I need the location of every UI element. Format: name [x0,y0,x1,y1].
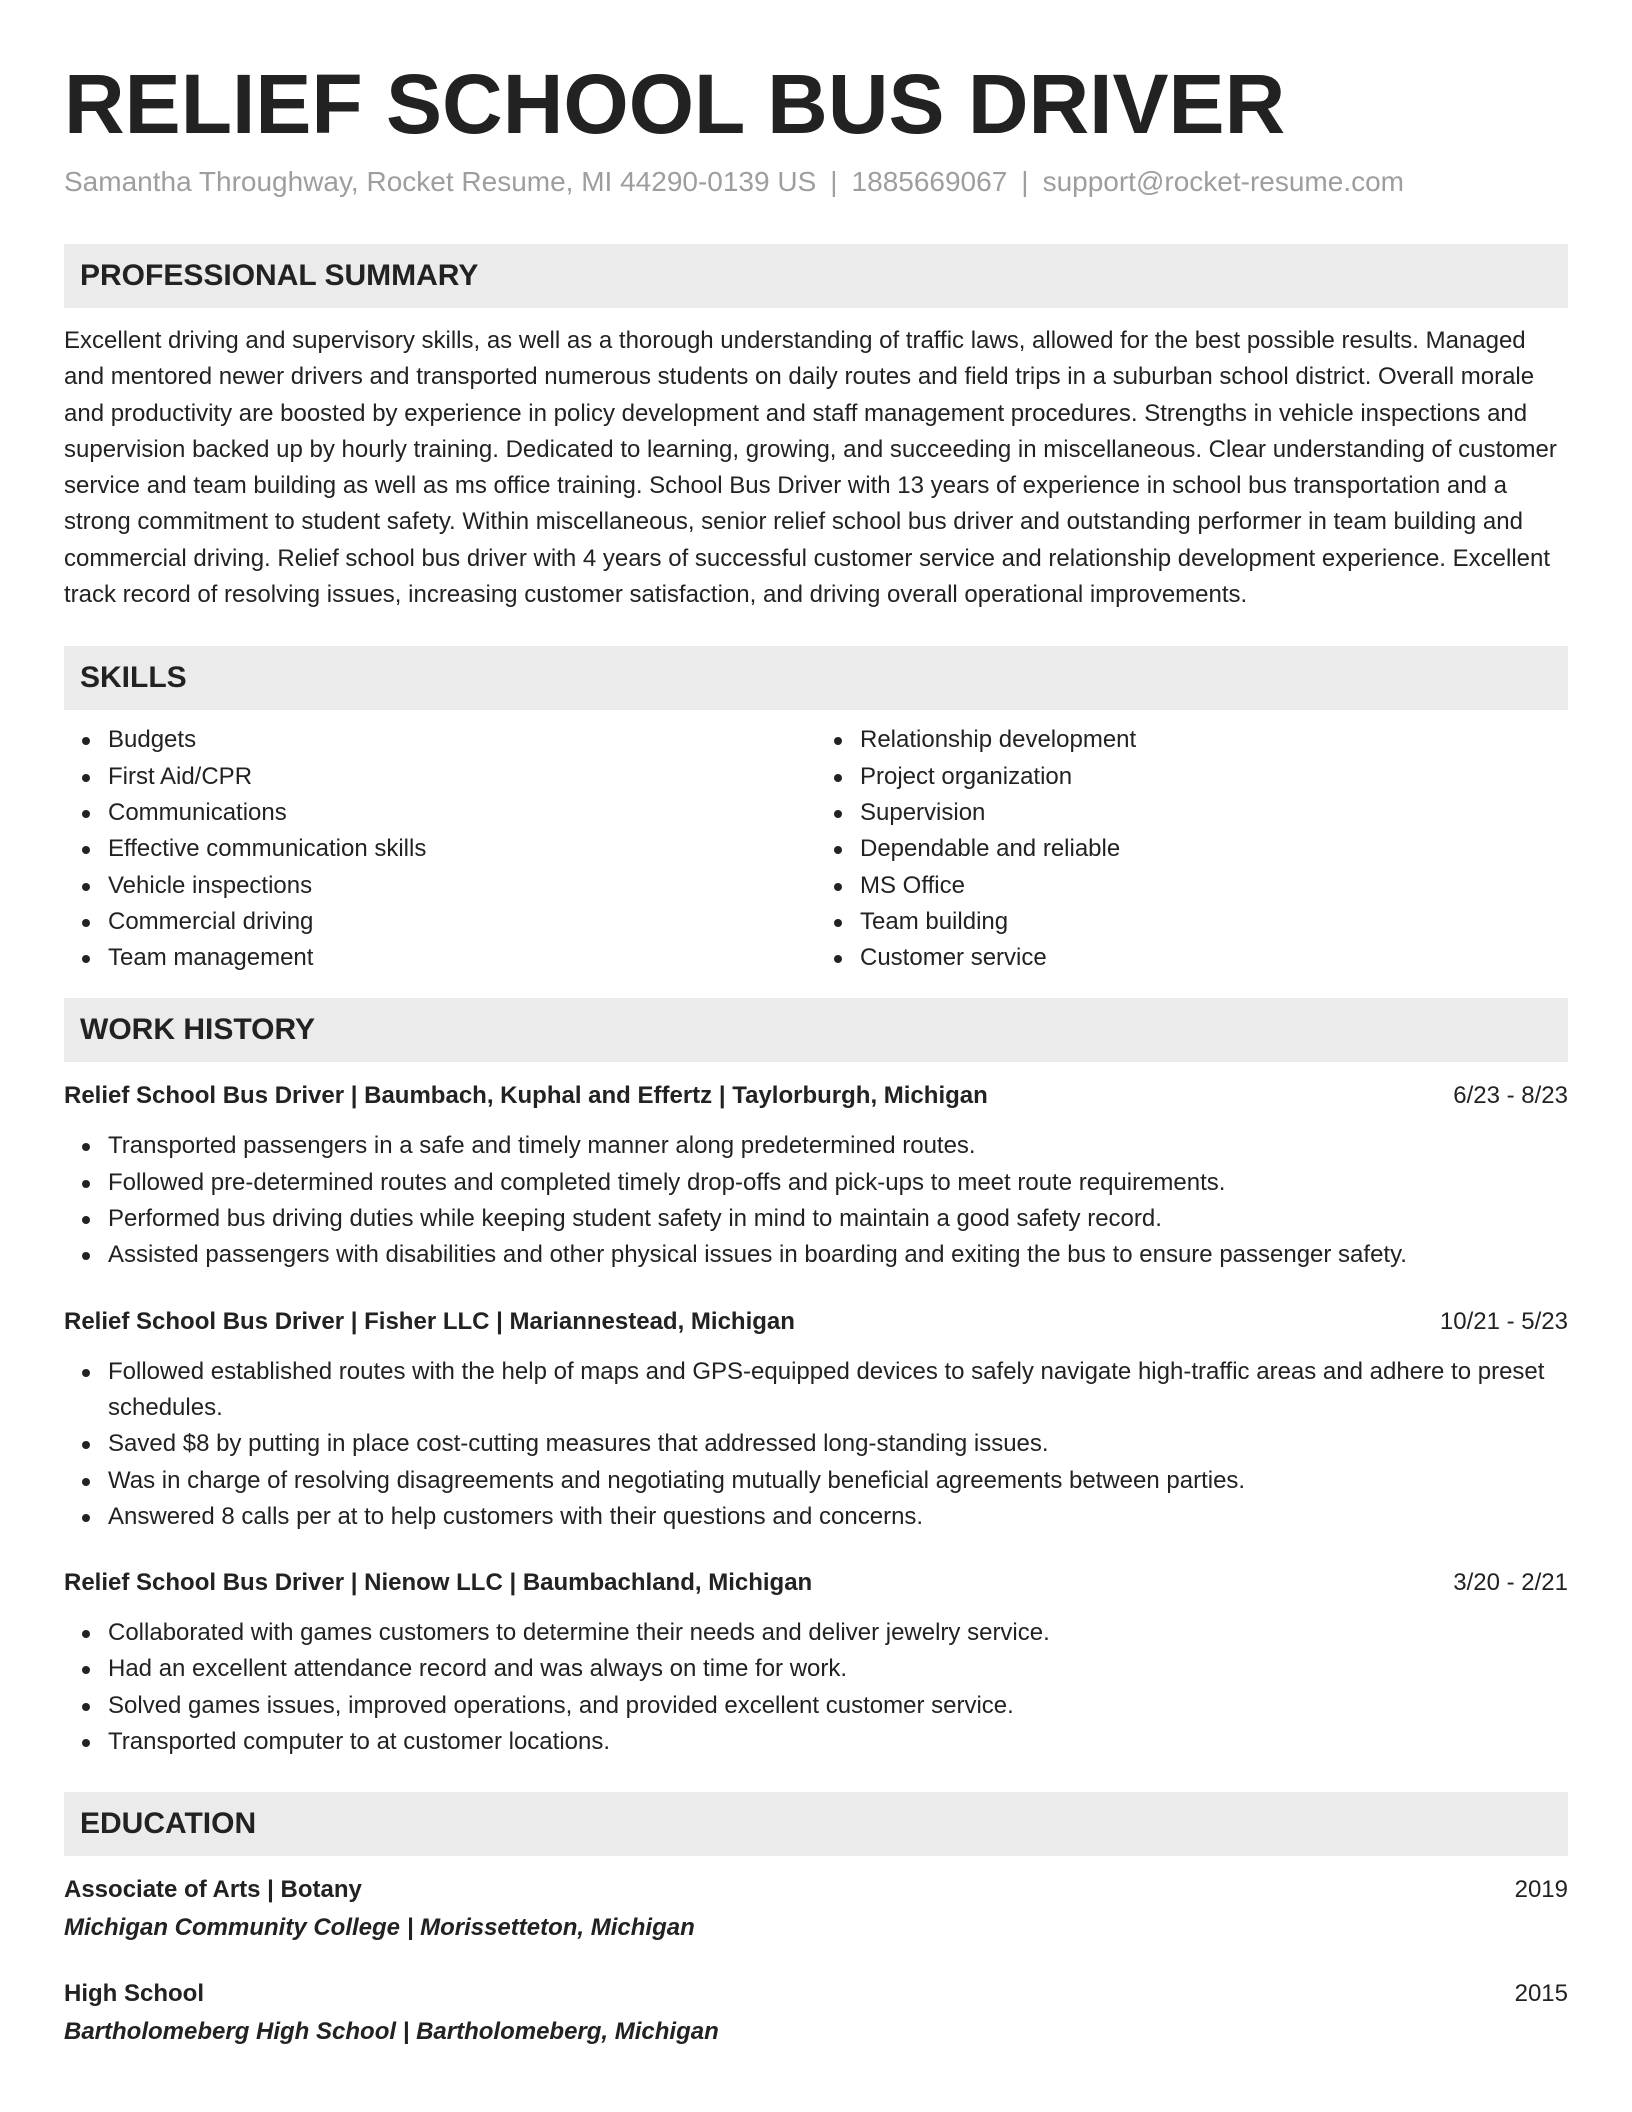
skills-column-right [816,722,1568,976]
education-heading-row [64,1978,1568,2010]
skills-grid [64,722,1568,976]
education-degree: High School [64,1980,204,2008]
skill-item: Dependable and reliable [860,831,1568,867]
job-heading: Relief School Bus Driver | Baumbach, Kuphal and Effertz | Taylorburgh, Michigan [64,1082,988,1110]
contact-phone: 1885669067 [851,166,1008,197]
contact-email: support@rocket-resume.com [1042,166,1404,197]
education-section-header: EDUCATION [64,1792,1568,1856]
contact-separator: | [830,166,838,197]
job-bullet: Assisted passengers with disabilities and other physical issues in boarding and exiting the bus to ensure passenger safety. [108,1237,1568,1273]
skills-section-header: SKILLS [64,646,1568,710]
job-bullet: Had an excellent attendance record and was always on time for work. [108,1651,1568,1687]
job-heading-row [64,1080,1568,1112]
skill-item: Effective communication skills [108,831,816,867]
job-bullet: Saved $8 by putting in place cost-cutting measures that addressed long-standing issues. [108,1426,1568,1462]
job-heading: Relief School Bus Driver | Nienow LLC | Baumbachland, Michigan [64,1569,813,1597]
education-year: 2015 [1514,1980,1568,2008]
job-heading: Relief School Bus Driver | Fisher LLC | Mariannestead, Michigan [64,1307,795,1335]
skill-item: Team management [108,940,816,976]
skill-item: Communications [108,795,816,831]
education-heading-row [64,1874,1568,1906]
job-heading-row [64,1306,1568,1338]
job-bullets [64,1615,1568,1760]
job-bullets [64,1128,1568,1273]
skill-item: Budgets [108,722,816,758]
skill-item: MS Office [860,868,1568,904]
job-entry [64,1567,1568,1760]
education-entry [64,1874,1568,1944]
skill-item: Commercial driving [108,904,816,940]
contact-separator: | [1021,166,1029,197]
job-bullet: Transported computer to at customer locations. [108,1724,1568,1760]
skill-item: First Aid/CPR [108,759,816,795]
summary-text: Excellent driving and supervisory skills, as well as a thorough understanding of traffic laws, allowed for the best possible results. Managed and mentored newer drivers and transported numerous students on daily routes and field trips in a suburban school district. Overall morale and productivity are boosted by experience in policy development and staff management procedures. Strengths in vehicle inspections and supervision backed up by hourly training. Dedicated to learning, growing, and succeeding in miscellaneous. Clear understanding of customer service and team building as well as ms office training. School Bus Driver with 13 years of experience in school bus transportation and a strong commitment to student safety. Within miscellaneous, senior relief school bus driver and outstanding performer in team building and commercial driving. Relief school bus driver with 4 years of successful customer service and relationship development experience. Excellent track record of resolving issues, increasing customer satisfaction, and driving overall operational improvements. [64,327,1557,609]
job-bullet: Answered 8 calls per at to help customers with their questions and concerns. [108,1499,1568,1535]
contact-line [64,164,1568,200]
work-section-header: WORK HISTORY [64,998,1568,1062]
education-year: 2019 [1514,1876,1568,1904]
job-dates: 3/20 - 2/21 [1453,1569,1568,1597]
job-bullet: Collaborated with games customers to determine their needs and deliver jewelry service. [108,1615,1568,1651]
job-bullet: Was in charge of resolving disagreements and negotiating mutually beneficial agreements between parties. [108,1463,1568,1499]
education-entry [64,1978,1568,2048]
skill-item: Project organization [860,759,1568,795]
skill-item: Customer service [860,940,1568,976]
education-school: Michigan Community College | Morissetteton, Michigan [64,1914,695,1942]
job-bullet: Solved games issues, improved operations, and provided excellent customer service. [108,1688,1568,1724]
education-degree: Associate of Arts | Botany [64,1876,362,1904]
skill-item: Team building [860,904,1568,940]
job-bullet: Performed bus driving duties while keeping student safety in mind to maintain a good safety record. [108,1201,1568,1237]
job-bullet: Followed pre-determined routes and completed timely drop-offs and pick-ups to meet route requirements. [108,1165,1568,1201]
skill-item: Vehicle inspections [108,868,816,904]
skill-item: Relationship development [860,722,1568,758]
skills-column-left [64,722,816,976]
resume-title: RELIEF SCHOOL BUS DRIVER [64,57,1286,151]
job-dates: 10/21 - 5/23 [1439,1307,1568,1335]
job-entry [64,1306,1568,1535]
job-entry [64,1080,1568,1273]
job-bullet: Transported passengers in a safe and timely manner along predetermined routes. [108,1128,1568,1164]
contact-address: Samantha Throughway, Rocket Resume, MI 44290-0139 US [64,166,817,197]
job-dates: 6/23 - 8/23 [1453,1082,1568,1110]
summary-section-header: PROFESSIONAL SUMMARY [64,244,1568,308]
education-school: Bartholomeberg High School | Bartholomeberg, Michigan [64,2018,719,2046]
skill-item: Supervision [860,795,1568,831]
job-bullets [64,1354,1568,1535]
job-heading-row [64,1567,1568,1599]
job-bullet: Followed established routes with the help of maps and GPS-equipped devices to safely navigate high-traffic areas and adhere to preset schedules. [108,1354,1568,1427]
